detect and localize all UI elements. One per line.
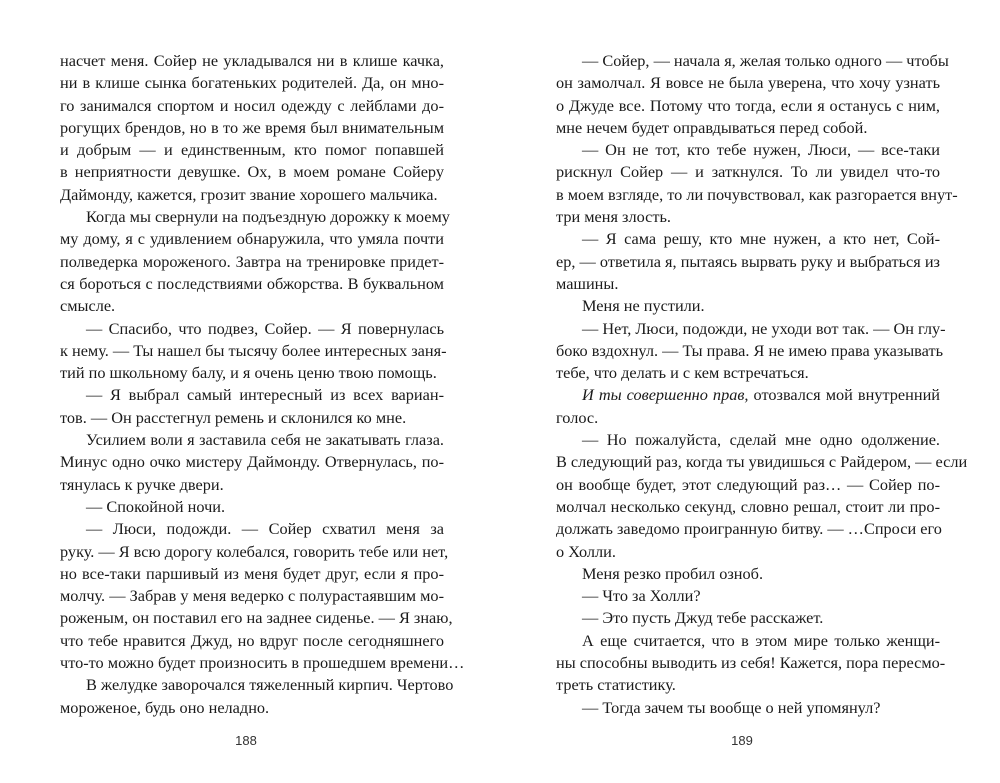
text-line: рискнул Сойер — и заткнулся. То ли увидел что-то — [556, 162, 940, 182]
text-line: что-то можно будет произносить в прошедшем времени… — [60, 653, 465, 673]
text-line: полведерка мороженого. Завтра на тренировке придет- — [60, 251, 444, 271]
text-line: Даймонду, кажется, грозит звание хорошего мальчика. — [60, 184, 438, 204]
text-line: мороженое, будь оно неладно. — [60, 697, 270, 717]
text-line: тянулась к ручке двери. — [60, 474, 224, 494]
text-line: к нему. — Ты нашел бы тысячу более интересных заня- — [60, 340, 447, 360]
text-line: Усилием воли я заставила себя не закатывать глаза. — [86, 430, 444, 450]
text-line: насчет меня. Сойер не укладывался ни в клише качка, — [60, 51, 444, 70]
text-line: — Тогда зачем ты вообще о ней упомянул? — [582, 697, 881, 717]
text-line: роженым, он поставил его на заднее сиденье. — Я знаю, — [60, 608, 453, 628]
text-line: ер, — ответила я, пытаясь вырвать руку и выбраться из — [556, 251, 940, 271]
text-line: он замолчал. Я вовсе не была уверена, что хочу узнать — [556, 73, 940, 93]
text-line: — Сойер, — начала я, желая только одного — чтобы — [582, 51, 949, 70]
text-line: голос. — [556, 407, 599, 427]
text-line: — Спокойной ночи. — [86, 496, 226, 516]
text-line: тебе, что делать и с кем встречаться. — [556, 363, 809, 383]
text-line: — Это пусть Джуд тебе расскажет. — [582, 608, 824, 628]
text-line: Меня не пустили. — [582, 296, 705, 316]
text-line: му дому, я с удивлением обнаружила, что умяла почти — [60, 229, 444, 249]
text-line: о Холли. — [556, 541, 616, 561]
text-line: смысле. — [60, 296, 116, 316]
text-line: рогущих брендов, но в то же время был внимательным — [60, 117, 444, 137]
text-line: — Нет, Люси, подожди, не уходи вот так. — Он глу- — [582, 318, 946, 338]
right-page-number: 189 — [731, 733, 753, 748]
italic-inner-voice: И ты совершенно прав, — [582, 385, 749, 405]
text-line: ны способны выводить из себя! Кажется, пора пересмо- — [556, 653, 946, 673]
text-line: Минус одно очко мистеру Даймонду. Отвернулась, по- — [60, 452, 444, 472]
text-line: молчу. — Забрав у меня ведерко с полурастаявшим мо- — [60, 586, 444, 606]
text-line: что тебе нравится Джуд, но вдруг после сегодняшнего — [60, 630, 444, 650]
line-text: отозвался мой внутренний — [748, 385, 940, 405]
text-line: машины. — [556, 273, 619, 293]
text-line: ни в клише сынка богатеньких родителей. Да, он мно- — [60, 73, 444, 93]
text-line: и добрым — и единственным, кто помог попавшей — [60, 140, 444, 160]
left-page-text — [60, 50, 465, 719]
text-line: — Что за Холли? — [582, 586, 701, 606]
text-line: молчал несколько секунд, словно решал, стоит ли про- — [556, 496, 940, 516]
text-line: — Я сама решу, кто мне нужен, а кто нет, Сой- — [582, 229, 940, 249]
text-line: он вообще будет, этот следующий раз… — Сойер по- — [556, 474, 940, 494]
text-line: А еще считается, что в этом мире только женщи- — [582, 630, 940, 650]
text-line: — Но пожалуйста, сделай мне одно одолжение. — [582, 430, 940, 450]
right-page-text — [556, 50, 968, 719]
text-line — [556, 384, 940, 406]
text-line: — Он не тот, кто тебе нужен, Люси, — все-таки — [582, 140, 940, 160]
text-line: три меня злость. — [556, 207, 671, 227]
text-line: руку. — Я всю дорогу колебался, говорить тебе или нет, — [60, 541, 449, 561]
text-line: В следующий раз, когда ты увидишься с Райдером, — если — [556, 452, 968, 472]
text-line: в моем взгляде, то ли почувствовал, как разгорается внут- — [556, 184, 958, 204]
text-line: — Я выбрал самый интересный из всех вариан- — [86, 385, 444, 405]
text-line: Когда мы свернули на подъездную дорожку к моему — [86, 207, 450, 227]
text-line: В желудке заворочался тяжеленный кирпич. Чертово — [86, 675, 454, 695]
text-line: должать заведомо проигранную битву. — …Спроси его — [556, 519, 942, 539]
text-line: в неприятности девушке. Ох, в моем романе Сойеру — [60, 162, 444, 182]
text-line: — Спасибо, что подвез, Сойер. — Я повернулась — [86, 318, 444, 338]
text-line: — Люси, подожди. — Сойер схватил меня за — [86, 519, 444, 539]
text-line: о Джуде все. Потому что тогда, если я останусь с ним, — [556, 95, 940, 115]
text-line: ся бороться с последствиями обжорства. В буквальном — [60, 273, 444, 293]
text-line: го занимался спортом и носил одежду с лейблами до- — [60, 95, 444, 115]
text-line: но все-таки паршивый из меня будет друг, если я про- — [60, 563, 444, 583]
text-line: треть статистику. — [556, 675, 676, 695]
text-line: мне нечем будет оправдываться перед собой. — [556, 117, 868, 137]
text-line: Меня резко пробил озноб. — [582, 563, 764, 583]
text-line: боко вздохнул. — Ты права. Я не имею права указывать — [556, 340, 944, 360]
text-line: тов. — Он расстегнул ремень и склонился ко мне. — [60, 407, 407, 427]
text-line: тий по школьному балу, и я очень ценю твою помощь. — [60, 363, 437, 383]
left-page-number: 188 — [235, 733, 257, 748]
